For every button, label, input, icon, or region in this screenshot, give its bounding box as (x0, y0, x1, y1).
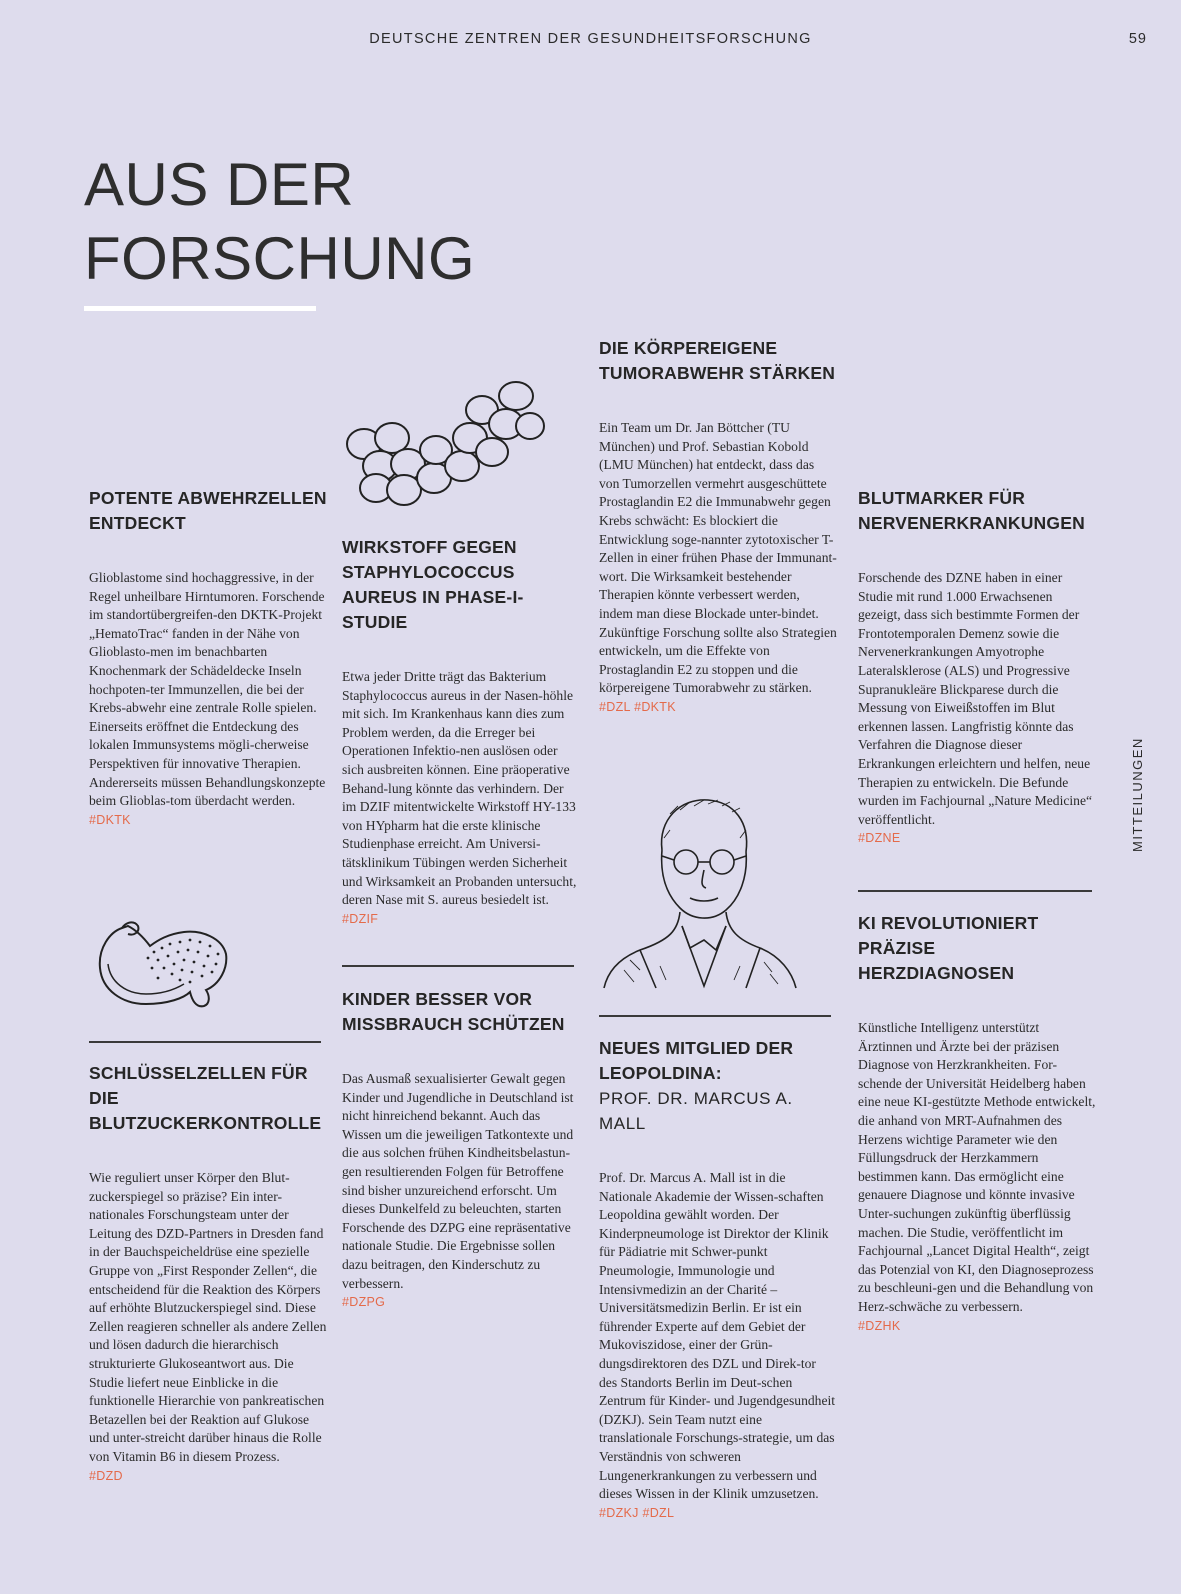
pancreas-icon (92, 908, 232, 1018)
article-body: Glioblastome sind hochaggressive, in der Regel unheilbare Hirntumoren. Forschende im standortübergreifen-den DKTK-Projekt „HematoTrac“ fanden in der Nähe von Glioblasto-men im benachbarten Knochenmark der Schädeldecke Inseln hochpoten-ter Immunzellen, die bei der Krebs-abwehr eine zentrale Rolle spielen. Einerseits eröffnet die Entdeckung des lokalen Immunsystems mögli-cherweise Perspektiven für innovative Therapien. Andererseits müssen Behandlungskonzepte beim Glioblas-tom überdacht werden. (89, 570, 326, 809)
divider (858, 890, 1092, 892)
article-tag: #DZHK (858, 1318, 901, 1333)
article-kinder (342, 987, 580, 1311)
article-body: Prof. Dr. Marcus A. Mall ist in die Nationale Akademie der Wissen-schaften Leopoldina gewählt worden. Der Kinderpneumologe ist Direktor der Klinik für Pädiatrie mit Schwer-punkt Pneumologie, Immunologie und Intensivmedizin an der Charité – Universitätsmedizin Berlin. Er ist ein führender Experte auf dem Gebiet der Mukoviszidose, einer der Grün-dungsdirektoren des DZL und Direk-tor des Standorts Berlin im Deut-schen Zentrum für Kinder- und Jugendgesundheit (DZKJ). Sein Team nutzt eine translationale Forschungs-strategie, um das Verständnis von schweren Lungenerkrankungen zu verbessern und dieses Wissen in der Klinik umzusetzen. (599, 1170, 836, 1502)
article-body: Forschende des DZNE haben in einer Studie mit rund 1.000 Erwachsenen gezeigt, dass sich bestimmte Formen der Frontotemporalen Demenz sowie die Nervenerkrankungen Amyotrophe Lateralsklerose (ALS) und Progressive Supranukleäre Blickparese durch die Messung von Eiweißstoffen im Blut erkennen lassen. Langfristig könnte das Verfahren die Diagnose dieser Erkrankungen erleichtern und helfen, neue Therapien zu entwickeln. Die Befunde wurden im Fachjournal „Nature Medicine“ veröffentlicht. (858, 570, 1093, 827)
page-title-line-2: FORSCHUNG (84, 225, 476, 292)
article-title: KI REVOLUTIONIERT PRÄZISE HERZDIAGNOSEN (858, 913, 1039, 983)
article-tag: #DZNE (858, 831, 901, 846)
article-ki (858, 911, 1096, 1335)
article-body: Das Ausmaß sexualisierter Gewalt gegen Kinder und Jugendliche in Deutschland ist nicht hinreichend bekannt. Auch das Wissen um die jeweiligen Tatkontexte und die aus solchen frühen Kindheitsbelastun-gen resultierenden Folgen für Betroffene sind bisher unzureichend erforscht. Um dieses Dunkelfeld zu beleuchten, starten Forschende des DZPG eine repräsentative nationale Studie. Die Ergebnisse sollen dazu beitragen, den Kinderschutz zu verbessern. (342, 1071, 574, 1291)
article-title: SCHLÜSSELZELLEN FÜR DIE BLUTZUCKERKONTROLLE (89, 1063, 322, 1133)
article-title: KINDER BESSER VOR MISSBRAUCH SCHÜTZEN (342, 989, 565, 1034)
article-body: Ein Team um Dr. Jan Böttcher (TU München) und Prof. Sebastian Kobold (LMU München) hat entdeckt, dass das von Tumorzellen vermehrt ausgeschüttete Prostaglandin E2 die Immunabwehr gegen Krebs schwächt: Es blockiert die Entwicklung soge-nannter zytotoxischer T-Zellen in einer frühen Phase der Immunant-wort. Die Wirksamkeit bestehender Therapien könnte verbessert werden, indem man diese Blockade unter-bindet. Zukünftige Forschung sollte also Strategien entwickeln, um die Effekte von Prostaglandin E2 zu stoppen und die körpereigene Tumorabwehr zu stärken. (599, 420, 837, 696)
article-body: Wie reguliert unser Körper den Blut-zuckerspiegel so präzise? Ein inter-nationales Forschungsteam unter der Leitung des DZD-Partners in Dresden fand in der Bauchspeicheldrüse eine spezielle Gruppe von „First Responder Zellen“, die entscheidend für die Reaktion des Körpers auf erhöhte Blutzuckerspiegel sind. Diese Zellen reagieren schneller als andere Zellen und lösen dadurch die hierarchisch strukturierte Glukoseantwort aus. Die Studie liefert neue Einblicke in die funktionelle Hierarchie von pankreatischen Betazellen bei der Reaktion auf Glukose und unter-streicht darüber hinaus die Rolle von Vitamin B6 in diesem Prozess. (89, 1170, 327, 1464)
article-body: Etwa jeder Dritte trägt das Bakterium Staphylococcus aureus in der Nasen-höhle mit sich. Im Krankenhaus kann dies zum Problem werden, da die Erreger bei Operationen Infektio-nen auslösen oder sich ausbreiten können. Eine präoperative Behand-lung könnte das verhindern. Der im DZIF mitentwickelte Wirkstoff HY-133 von HYpharm hat die erste klinische Studienphase erreicht. Am Universi-tätsklinikum Tübingen werden Sicherheit und Wirksamkeit an Probanden untersucht, deren Nase mit S. aureus besiedelt ist. (342, 669, 577, 908)
page-header (0, 31, 1181, 53)
article-wirkstoff (342, 535, 580, 928)
portrait-sketch (600, 790, 800, 990)
article-tag: #DZIF (342, 911, 379, 926)
article-title: BLUTMARKER FÜR NERVENERKRANKUNGEN (858, 488, 1085, 533)
header-title: DEUTSCHE ZENTREN DER GESUNDHEITSFORSCHUNG (369, 31, 812, 47)
article-tag: #DZD (89, 1468, 123, 1483)
title-underline (84, 306, 316, 311)
page-title (84, 148, 475, 296)
article-tag: #DZKJ #DZL (599, 1505, 675, 1520)
divider (89, 1041, 321, 1043)
article-leopoldina (599, 1036, 837, 1522)
article-title: NEUES MITGLIED DER LEOPOLDINA: PROF. DR. MARCUS A. MALL (599, 1036, 837, 1136)
article-subtitle: PROF. DR. MARCUS A. MALL (599, 1089, 793, 1133)
page-title-line-1: AUS DER (84, 151, 355, 218)
article-schluesselzellen (89, 1061, 327, 1485)
article-title: POTENTE ABWEHRZELLEN ENTDECKT (89, 488, 327, 533)
divider (342, 965, 574, 967)
divider (599, 1015, 831, 1017)
article-tag: #DZPG (342, 1295, 386, 1310)
article-tag: #DZL #DKTK (599, 699, 676, 714)
article-tag: #DKTK (89, 812, 131, 827)
bacteria-cluster-icon (346, 380, 546, 520)
article-blutmarker (858, 486, 1096, 847)
article-body: Künstliche Intelligenz unterstützt Ärztinnen und Ärzte bei der präzisen Diagnose von Herzkrankheiten. For-schende der Universität Heidelberg haben eine neue KI-gestützte Methode entwickelt, die anhand von MRT-Aufnahmen des Herzens wichtige Parameter wie den Füllungsdruck der Herzkammern bestimmen kann. Das ermöglicht eine genauere Diagnose und könnte invasive Unter-suchungen zukünftig überflüssig machen. Die Studie, veröffentlicht im Fachjournal „Lancet Digital Health“, zeigt das Potenzial von KI, den Diagnoseprozess zu beschleuni-gen und die Behandlung von Herz-schwäche zu verbessern. (858, 1020, 1096, 1314)
article-abwehrzellen (89, 486, 327, 829)
section-side-label: MITTEILUNGEN (1130, 737, 1145, 852)
article-tumorabwehr (599, 336, 837, 716)
page-number: 59 (1128, 31, 1147, 47)
article-title: WIRKSTOFF GEGEN STAPHYLOCOCCUS AUREUS IN PHASE-I-STUDIE (342, 537, 524, 632)
article-title: DIE KÖRPEREIGENE TUMORABWEHR STÄRKEN (599, 338, 836, 383)
